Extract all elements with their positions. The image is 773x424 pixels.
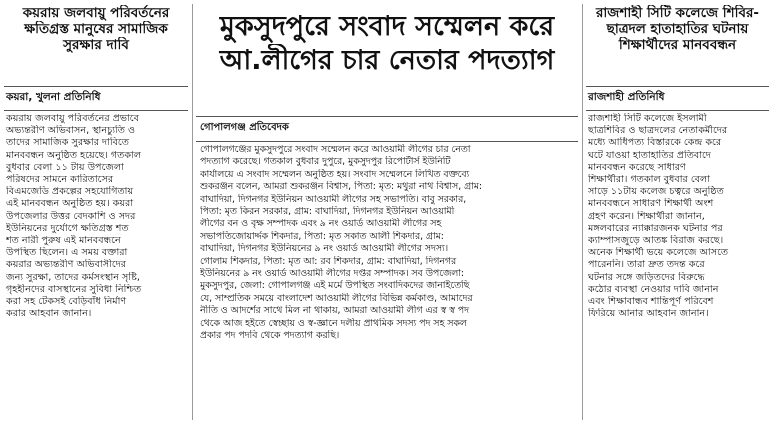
middle-headline xyxy=(192,0,582,116)
middle-body-line: বাঘাদিয়া, দিগনগর ইউনিয়ন আওয়ামী লীগের সহ সভাপতি। বাবু সরকার, xyxy=(200,193,467,205)
middle-body-line: পিতা: মৃত কিরন সরকার, গ্রাম: বাঘাদিয়া, দিগনগর ইউনিয়ন আওয়ামী xyxy=(200,206,455,218)
middle-body-line: ইউনিয়নের ৯ নং ওয়ার্ড আওয়ামী লীগের দপ্তর সম্পাদক। সব উপজেলা: xyxy=(200,268,465,280)
left-body-line: কয়রার অভ্যন্তরীণ অভিবাসীদের xyxy=(6,259,127,271)
left-headline-line: কয়রায় জলবায়ু পরিবর্তনের xyxy=(22,5,170,21)
middle-body-line: গোলাম শিকদার, পিতা: মৃত আ: রব শিকদার, গ্রাম: বাঘাদিয়া, দিগনগর xyxy=(200,255,457,267)
middle-body-line: পদত্যাগ করেছে। গতকাল বুধবার দুপুরে, মুকসুদপুর রিপোর্টার্স ইউনিটি xyxy=(200,156,451,168)
right-body-line: ফিরিয়ে আনার আহবান জানান। xyxy=(588,308,709,320)
right-body-line: কঠোর ব্যবস্থা নেওয়ার দাবি জানান xyxy=(588,283,719,295)
left-body-line: তাদের সামাজিক সুরক্ষার দাবিতে xyxy=(6,137,129,149)
left-body-line: মানববন্ধন অনুষ্ঠিত হয়েছে। গতকাল xyxy=(6,149,141,161)
right-body-line: এবং শিক্ষাবান্ধব শান্তিপূর্ণ পরিবেশ xyxy=(588,296,714,308)
middle-body-line: যে, সাম্প্রতিক সময়ে বাংলাদেশ আওয়ামী লীগের বিভিন্ন কর্মকাণ্ড, আমাদের xyxy=(200,292,473,304)
middle-headline-line: মুকসুদপুরে সংবাদ সম্মেলন করে xyxy=(219,11,555,42)
left-body-line: করা সহ টেকসই বেড়িবাঁধ নির্মাণ xyxy=(6,296,127,308)
right-headline xyxy=(582,0,773,86)
left-body-line: পরিষদের সামনে কারিতাসের xyxy=(6,174,114,186)
right-body xyxy=(582,111,773,320)
middle-article xyxy=(192,0,582,424)
right-body-line: ক্যাম্পাসজুড়ে আতঙ্ক বিরাজ করছে। xyxy=(588,235,724,247)
right-body-line: ছাত্রশিবির ও ছাত্রদলের নেতাকর্মীদের xyxy=(588,125,728,137)
right-body-line: মঙ্গলবারের ন্যাক্কারজনক ঘটনার পর xyxy=(588,222,723,234)
left-body-line: করার আহবান জানান। xyxy=(6,308,92,320)
middle-body-line: নীতি ও আদর্শের সাথে মিল না থাকায়, আমরা আওয়ামী লীগ এর স্ব স্ব পদ xyxy=(200,305,469,317)
right-body-line: রাজশাহী সিটি কলেজে ইসলামী xyxy=(588,113,707,124)
right-article xyxy=(582,0,773,424)
left-byline: কয়রা, খুলনা প্রতিনিধি xyxy=(6,91,101,103)
left-headline-line: সুরক্ষার দাবি xyxy=(63,37,129,54)
left-body-line: কয়রায় জলবায়ু পরিবর্তনের প্রভাবে xyxy=(6,113,139,124)
left-body-line: বিএমজেডি প্রকল্পের সহযোগিতায় xyxy=(6,186,134,198)
middle-body-line: সভাপতিজোয়ার্দ্দক শিকদার, পিতা: মৃত সকাত আলী শিকদার, গ্রাম: xyxy=(200,230,444,242)
right-body-line: মানববন্ধনে সাধারণ শিক্ষার্থী অংশ xyxy=(588,198,714,210)
middle-body-line: মুকসুদপুর, জেলা: গোপালগঞ্জ এই মর্মে উপস্থিত সংবাদিকদের জানাইতেছি xyxy=(200,280,470,292)
middle-body-line: প্রকার পদ পদবি থেকে পদত্যাগ করছি। xyxy=(200,330,340,342)
right-headline-line: শিক্ষার্থীদের মানববন্ধন xyxy=(618,37,737,54)
left-body-line: বুধবার বেলা ১১ টায় উপজেলা xyxy=(6,161,124,173)
right-byline: রাজশাহী প্রতিনিধি xyxy=(588,91,665,103)
middle-body-line: কার্যালয়ে এ সংবাদ সম্মেলন অনুষ্ঠিত হয়। সংবাদ সম্মেলনে লিখিত বক্তব্যে xyxy=(200,168,470,180)
middle-body-line: থেকে আজ হইতে স্বেচ্ছায় ও স্ব-জ্ঞানে দলীয় প্রাথমিক সদস্য পদ সহ সকল xyxy=(200,317,467,329)
left-body-line: শত নারী পুরুষ এই মানববন্ধনে xyxy=(6,235,121,247)
middle-headline-line: আ.লীগের চার নেতার পদত্যাগ xyxy=(219,44,555,76)
left-headline-line: ক্ষতিগ্রস্ত মানুষের সামাজিক xyxy=(24,21,168,38)
middle-body-line: বাঘাদিয়া, দিগনগর ইউনিয়নের ৯ নং ওয়ার্ড আওয়ামী লীগের সদস্য। xyxy=(200,243,449,255)
left-body-line: উপস্থিত ছিলেন। এ সময় বক্তারা xyxy=(6,247,128,259)
right-headline-line: ছাত্রদল হাতাহাতির ঘটনায় xyxy=(606,21,749,38)
left-article xyxy=(0,0,192,424)
left-body-line: জন্য সুরক্ষা, তাদের কর্মসংস্থান সৃষ্টি, xyxy=(6,271,140,283)
left-headline xyxy=(0,0,192,86)
right-body-line: সাড়ে ১১টায় কলেজ চত্বরে অনুষ্ঠিত xyxy=(588,186,724,198)
left-body-line: গৃহহীনদের বাসস্থানের সুবিধা নিশ্চিত xyxy=(6,283,142,295)
middle-byline: গোপালগঞ্জ প্রতিবেদক xyxy=(200,122,289,133)
left-body-line: ইউনিয়নের দুর্যোগে ক্ষতিগ্রস্ত শত xyxy=(6,222,129,234)
middle-body-line: শুকরঞ্জন বলেন, আমরা শুকরঞ্জন বিশ্বাস, পিতা: মৃত: মথুরা নাথ বিশ্বাস, গ্রাম: xyxy=(200,181,483,193)
right-body-line: মধ্যে আধিপত্য বিস্তারকে কেন্দ্র করে xyxy=(588,137,722,149)
right-headline-line: রাজশাহী সিটি কলেজে শিবির- xyxy=(595,5,760,21)
right-body-line: ঘটনার সঙ্গে জড়িতদের বিরুদ্ধে xyxy=(588,271,705,283)
left-body xyxy=(0,111,192,320)
right-body-line: শিক্ষার্থীরা। গতকাল বুধবার বেলা xyxy=(588,174,710,186)
middle-body-line: গোপালগঞ্জের মুকসুদপুরে সংবাদ সম্মেলন করে আওয়ামী লীগের চার নেতা xyxy=(200,144,471,155)
right-body-line: পারেননি। তারা দ্রুত তদন্ত করে xyxy=(588,259,705,271)
right-body-line: মানববন্ধন করেছে সাধারণ xyxy=(588,161,686,173)
right-body-line: ঘটে যাওয়া হাতাহাতির প্রতিবাদে xyxy=(588,149,711,161)
middle-body-line: লীগের বন ও বৃক্ষ সম্পাদক এবং ৯ নং ওয়ার্ড আওয়ামী লীগের সহ xyxy=(200,218,442,230)
middle-body xyxy=(192,142,582,343)
right-body-line: গ্রহণ করেন। শিক্ষার্থীরা জানান, xyxy=(588,210,705,222)
right-body-line: অনেক শিক্ষার্থী ভয়ে কলেজে আসতে xyxy=(588,247,729,259)
left-body-line: এই মানববন্ধন অনুষ্ঠিত হয়। কয়রা xyxy=(6,198,134,210)
left-body-line: অভ্যন্তরীণ অভিবাসন, স্থানচ্যুতি ও xyxy=(6,125,136,137)
left-body-line: উপজেলার উত্তর বেদকাশি ও সদর xyxy=(6,210,136,222)
